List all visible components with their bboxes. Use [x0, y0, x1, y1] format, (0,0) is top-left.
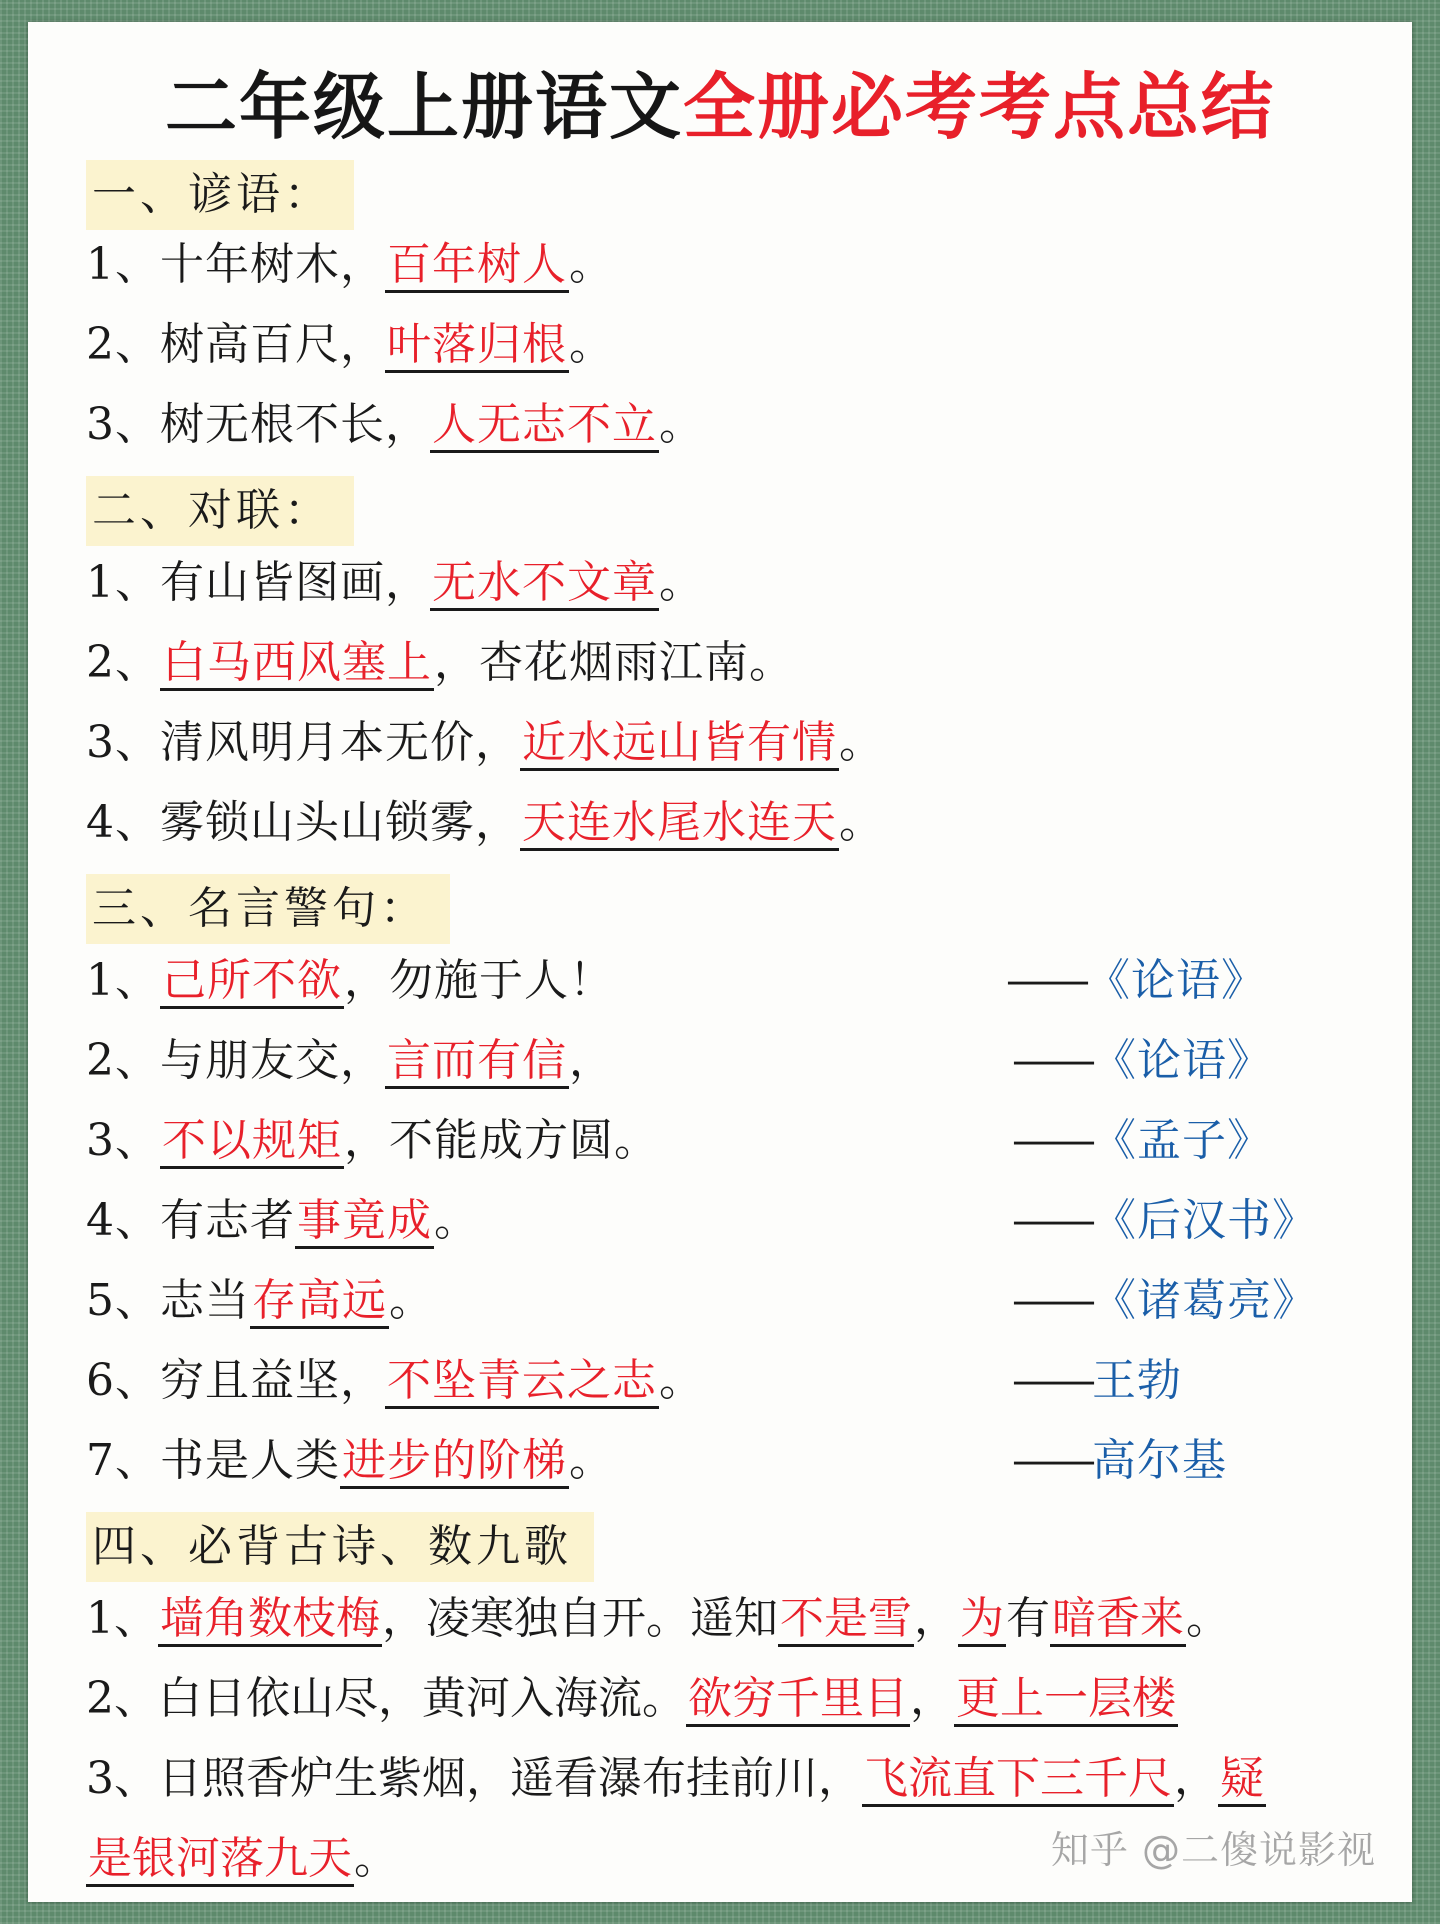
item-text: 书是人类	[160, 1435, 340, 1486]
item-text: 。	[569, 1435, 614, 1486]
source-name: 《论语》	[1086, 955, 1266, 1006]
source-name: 王勃	[1092, 1355, 1182, 1406]
item-text: 。	[389, 1275, 434, 1326]
item-text: ，	[1174, 1753, 1218, 1804]
item-text: 有志者	[160, 1195, 295, 1246]
couplet-item	[86, 790, 1372, 856]
item-text: ，	[910, 1673, 954, 1724]
quote-item	[86, 1028, 1372, 1094]
item-number: 1、	[86, 239, 160, 290]
answer-blank: 疑	[1218, 1753, 1266, 1807]
item-text: ，不能成方圆。	[344, 1115, 659, 1166]
proverb-item	[86, 312, 1372, 378]
source-dash: ——	[1012, 1035, 1092, 1086]
item-number: 5、	[86, 1275, 160, 1326]
item-number: 1、	[86, 1593, 158, 1644]
item-number: 3、	[86, 399, 160, 450]
item-number: 7、	[86, 1435, 160, 1486]
item-number: 2、	[86, 1673, 158, 1724]
source-name: 《后汉书》	[1092, 1195, 1317, 1246]
quote-item	[86, 1108, 1372, 1174]
quote-source	[1012, 1028, 1272, 1094]
title-red: 全册必考考点总结	[683, 64, 1276, 149]
source-name: 《孟子》	[1092, 1115, 1272, 1166]
item-text: 。	[354, 1833, 398, 1884]
item-text: 树高百尺，	[160, 319, 385, 370]
item-number: 4、	[86, 1195, 160, 1246]
answer-blank: 存高远	[250, 1275, 389, 1329]
quote-item	[86, 1268, 1372, 1334]
answer-blank: 己所不欲	[160, 955, 344, 1009]
source-dash: ——	[1006, 955, 1086, 1006]
item-number: 2、	[86, 1035, 160, 1086]
poem-item	[86, 1666, 1372, 1732]
page-title	[28, 62, 1412, 152]
answer-blank: 叶落归根	[385, 319, 569, 373]
answer-blank: 是银河落九天	[86, 1833, 354, 1887]
item-number: 4、	[86, 797, 160, 848]
item-text: 。	[569, 319, 614, 370]
source-dash: ——	[1012, 1355, 1092, 1406]
quote-item	[86, 1428, 1372, 1494]
source-dash: ——	[1012, 1435, 1092, 1486]
item-number: 2、	[86, 319, 160, 370]
answer-blank: 白马西风塞上	[160, 637, 434, 691]
item-text: ，	[914, 1593, 958, 1644]
answer-blank: 为	[958, 1593, 1006, 1647]
source-name: 高尔基	[1092, 1435, 1227, 1486]
answer-blank: 言而有信	[385, 1035, 569, 1089]
answer-blank: 不坠青云之志	[385, 1355, 659, 1409]
section-heading-quotes: 三、名言警句：	[86, 874, 450, 944]
couplet-item	[86, 710, 1372, 776]
item-text: 志当	[160, 1275, 250, 1326]
item-text: 。	[839, 797, 884, 848]
item-number: 1、	[86, 955, 160, 1006]
quote-source	[1012, 1428, 1227, 1494]
document-page	[28, 22, 1412, 1902]
source-dash: ——	[1012, 1195, 1092, 1246]
proverb-item	[86, 392, 1372, 458]
item-text: 。	[659, 399, 704, 450]
title-black: 二年级上册语文	[164, 64, 683, 149]
item-text: 。	[1186, 1593, 1230, 1644]
couplet-item	[86, 630, 1372, 696]
answer-blank: 进步的阶梯	[340, 1435, 569, 1489]
answer-blank: 事竟成	[295, 1195, 434, 1249]
source-name: 《论语》	[1092, 1035, 1272, 1086]
source-dash: ——	[1012, 1275, 1092, 1326]
answer-blank: 暗香来	[1050, 1593, 1186, 1647]
proverb-item	[86, 232, 1372, 298]
item-text: 穷且益坚，	[160, 1355, 385, 1406]
item-text: 与朋友交，	[160, 1035, 385, 1086]
answer-blank: 百年树人	[385, 239, 569, 293]
quote-source	[1012, 1348, 1182, 1414]
answer-blank: 人无志不立	[430, 399, 659, 453]
quote-item	[86, 1188, 1372, 1254]
item-number: 3、	[86, 1115, 160, 1166]
couplet-item	[86, 550, 1372, 616]
item-text: 。	[569, 239, 614, 290]
item-number: 3、	[86, 717, 160, 768]
item-number: 1、	[86, 557, 160, 608]
item-text: 十年树木，	[160, 239, 385, 290]
item-number: 3、	[86, 1753, 158, 1804]
answer-blank: 不以规矩	[160, 1115, 344, 1169]
item-text: 有	[1006, 1593, 1050, 1644]
answer-blank: 飞流直下三千尺	[862, 1753, 1174, 1807]
watermark: 知乎 @二傻说影视	[1050, 1828, 1376, 1872]
item-text: ，凌寒独自开。遥知	[382, 1593, 778, 1644]
item-text: 清风明月本无价，	[160, 717, 520, 768]
poem-item	[86, 1746, 1372, 1812]
quote-item	[86, 948, 1372, 1014]
source-dash: ——	[1012, 1115, 1092, 1166]
section-heading-couplets: 二、对联：	[86, 476, 354, 546]
item-number: 6、	[86, 1355, 160, 1406]
section-heading-proverbs: 一、谚语：	[86, 160, 354, 230]
item-text: ，杏花烟雨江南。	[434, 637, 794, 688]
answer-blank: 无水不文章	[430, 557, 659, 611]
quote-source	[1012, 1108, 1272, 1174]
answer-blank: 天连水尾水连天	[520, 797, 839, 851]
item-text: ，勿施于人！	[344, 955, 614, 1006]
section-heading-poems: 四、必背古诗、数九歌	[86, 1512, 594, 1582]
quote-source	[1012, 1268, 1317, 1334]
answer-blank: 不是雪	[778, 1593, 914, 1647]
item-text: 日照香炉生紫烟，遥看瀑布挂前川，	[158, 1753, 862, 1804]
item-text: 。	[434, 1195, 479, 1246]
answer-blank: 更上一层楼	[954, 1673, 1178, 1727]
item-text: 有山皆图画，	[160, 557, 430, 608]
item-text: ，	[569, 1035, 614, 1086]
item-text: 雾锁山头山锁雾，	[160, 797, 520, 848]
source-name: 《诸葛亮》	[1092, 1275, 1317, 1326]
answer-blank: 墙角数枝梅	[158, 1593, 382, 1647]
item-text: 树无根不长，	[160, 399, 430, 450]
answer-blank: 欲穷千里目	[686, 1673, 910, 1727]
item-text: 。	[659, 1355, 704, 1406]
item-text: 白日依山尽，黄河入海流。	[158, 1673, 686, 1724]
quote-item	[86, 1348, 1372, 1414]
item-text: 。	[839, 717, 884, 768]
item-number: 2、	[86, 637, 160, 688]
answer-blank: 近水远山皆有情	[520, 717, 839, 771]
quote-source	[1012, 1188, 1317, 1254]
item-text: 。	[659, 557, 704, 608]
quote-source	[1006, 948, 1266, 1014]
poem-item	[86, 1586, 1372, 1652]
